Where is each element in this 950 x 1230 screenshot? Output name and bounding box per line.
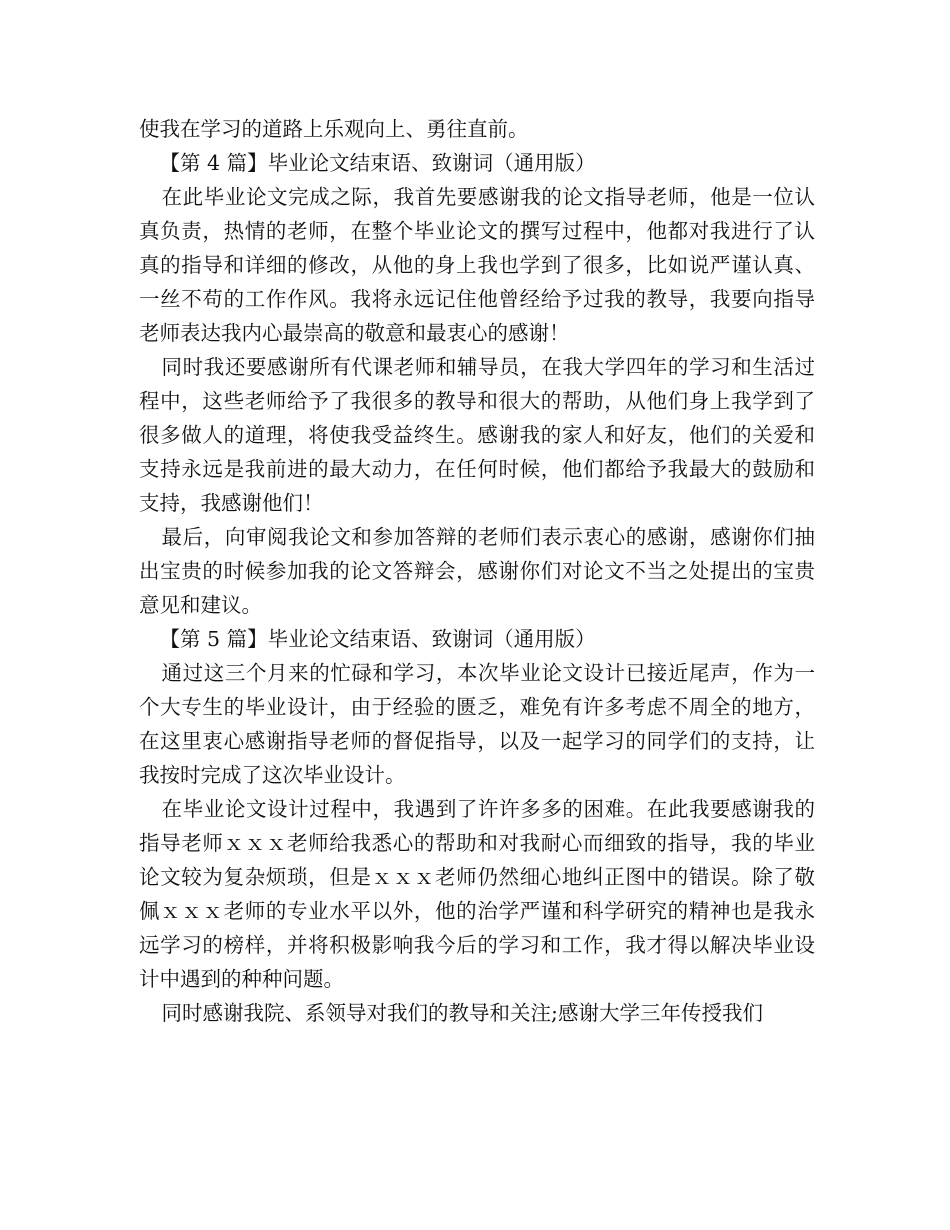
section-heading-4: 【第 4 篇】毕业论文结束语、致谢词（通用版） xyxy=(159,151,596,175)
paragraph: 在毕业论文设计过程中，我遇到了许许多多的困难。在此我要感谢我的指导老师ｘｘｘ老师给我悉心的帮助和对我耐心而细致的指导，我的毕业论文较为复杂烦琐，但是ｘｘｘ老师仍然细心地纠正图中的错误。除了敬佩ｘｘｘ老师的专业水平以外，他的治学严谨和科学研究的精神也是我永远学习的榜样，并将积极影响我今后的学习和工作，我才得以解决毕业设计中遇到的种种问题。 xyxy=(139,797,815,991)
paragraph-truncated: 同时感谢我院、系领导对我们的教导和关注;感谢大学三年传授我们 xyxy=(161,1001,763,1025)
paragraph-continuation: 使我在学习的道路上乐观向上、勇往直前。 xyxy=(139,117,529,141)
section-heading-5: 【第 5 篇】毕业论文结束语、致谢词（通用版） xyxy=(159,627,596,651)
paragraph: 同时我还要感谢所有代课老师和辅导员，在我大学四年的学习和生活过程中，这些老师给予了我很多的教导和很大的帮助，从他们身上我学到了很多做人的道理，将使我受益终生。感谢我的家人和好友，他们的关爱和支持永远是我前进的最大动力，在任何时候，他们都给予我最大的鼓励和支持，我感谢他们！ xyxy=(139,355,815,515)
paragraph: 通过这三个月来的忙碌和学习，本次毕业论文设计已接近尾声，作为一个大专生的毕业设计，由于经验的匮乏，难免有许多考虑不周全的地方，在这里衷心感谢指导老师的督促指导，以及一起学习的同学们的支持，让我按时完成了这次毕业设计。 xyxy=(139,661,815,787)
paragraph: 在此毕业论文完成之际，我首先要感谢我的论文指导老师，他是一位认真负责，热情的老师，在整个毕业论文的撰写过程中，他都对我进行了认真的指导和详细的修改，从他的身上我也学到了很多，比如说严谨认真、一丝不苟的工作作风。我将永远记住他曾经给予过我的教导，我要向指导老师表达我内心最崇高的敬意和最衷心的感谢！ xyxy=(139,185,815,345)
document-body xyxy=(139,112,815,1030)
paragraph: 最后，向审阅我论文和参加答辩的老师们表示衷心的感谢，感谢你们抽出宝贵的时候参加我的论文答辩会，感谢你们对论文不当之处提出的宝贵意见和建议。 xyxy=(139,525,815,617)
